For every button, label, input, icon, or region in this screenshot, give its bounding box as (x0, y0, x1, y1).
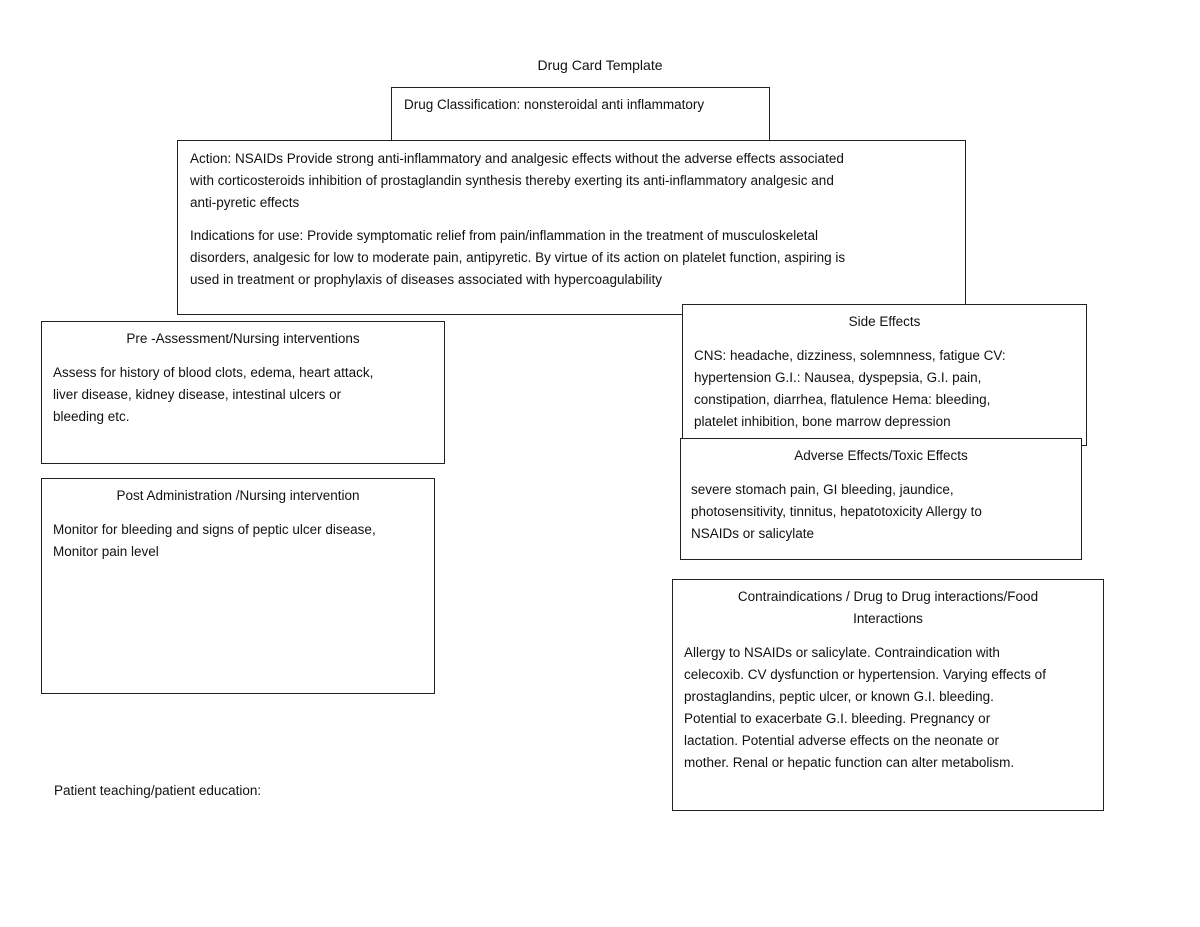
adverse-effects-line-1: severe stomach pain, GI bleeding, jaundice, (691, 482, 954, 497)
adverse-effects-line-3: NSAIDs or salicylate (691, 526, 815, 541)
indications-line-1: Indications for use: Provide symptomatic relief from pain/inflammation in the treatment of musculoskeletal (190, 228, 819, 243)
action-indications-box (177, 140, 966, 315)
pre-assessment-box (41, 321, 445, 464)
indications-line-2: disorders, analgesic for low to moderate pain, antipyretic. By virtue of its action on platelet function, aspiring is (190, 250, 846, 265)
drug-classification-box (391, 87, 770, 142)
adverse-effects-heading: Adverse Effects/Toxic Effects (794, 448, 968, 463)
contraindications-line-2: celecoxib. CV dysfunction or hypertension. Varying effects of (684, 667, 1046, 682)
contraindications-heading-1: Contraindications / Drug to Drug interactions/Food (737, 589, 1039, 604)
post-administration-box (41, 478, 435, 694)
contraindications-heading-2: Interactions (853, 611, 923, 626)
page-title: Drug Card Template (537, 57, 663, 73)
action-line-1: Action: NSAIDs Provide strong anti-inflammatory and analgesic effects without the adverse effects associated (190, 151, 844, 166)
adverse-effects-box (680, 438, 1082, 560)
contraindications-line-6: mother. Renal or hepatic function can alter metabolism. (684, 755, 1015, 770)
action-line-3: anti-pyretic effects (190, 195, 300, 210)
side-effects-line-1: CNS: headache, dizziness, solemnness, fatigue CV: (694, 348, 1006, 363)
contraindications-line-3: prostaglandins, peptic ulcer, or known G.I. bleeding. (684, 689, 994, 704)
side-effects-heading: Side Effects (848, 314, 921, 329)
patient-teaching-label: Patient teaching/patient education: (54, 783, 262, 798)
drug-classification-text: Drug Classification: nonsteroidal anti inflammatory (404, 97, 705, 112)
post-administration-line-2: Monitor pain level (53, 544, 159, 559)
side-effects-box (682, 304, 1087, 446)
pre-assessment-line-1: Assess for history of blood clots, edema, heart attack, (53, 365, 374, 380)
indications-line-3: used in treatment or prophylaxis of diseases associated with hypercoagulability (190, 272, 663, 287)
action-line-2: with corticosteroids inhibition of prostaglandin synthesis thereby exerting its anti-inflammatory analgesic and (190, 173, 834, 188)
adverse-effects-line-2: photosensitivity, tinnitus, hepatotoxicity Allergy to (691, 504, 982, 519)
post-administration-line-1: Monitor for bleeding and signs of peptic ulcer disease, (53, 522, 376, 537)
pre-assessment-line-3: bleeding etc. (53, 409, 130, 424)
side-effects-line-3: constipation, diarrhea, flatulence Hema: bleeding, (694, 392, 991, 407)
side-effects-line-2: hypertension G.I.: Nausea, dyspepsia, G.I. pain, (694, 370, 982, 385)
contraindications-box (672, 579, 1104, 811)
contraindications-line-5: lactation. Potential adverse effects on the neonate or (684, 733, 999, 748)
contraindications-line-1: Allergy to NSAIDs or salicylate. Contraindication with (684, 645, 1000, 660)
contraindications-line-4: Potential to exacerbate G.I. bleeding. Pregnancy or (684, 711, 991, 726)
side-effects-line-4: platelet inhibition, bone marrow depression (694, 414, 951, 429)
pre-assessment-line-2: liver disease, kidney disease, intestinal ulcers or (53, 387, 342, 402)
pre-assessment-heading: Pre -Assessment/Nursing interventions (126, 331, 360, 346)
post-administration-heading: Post Administration /Nursing intervention (116, 488, 360, 503)
